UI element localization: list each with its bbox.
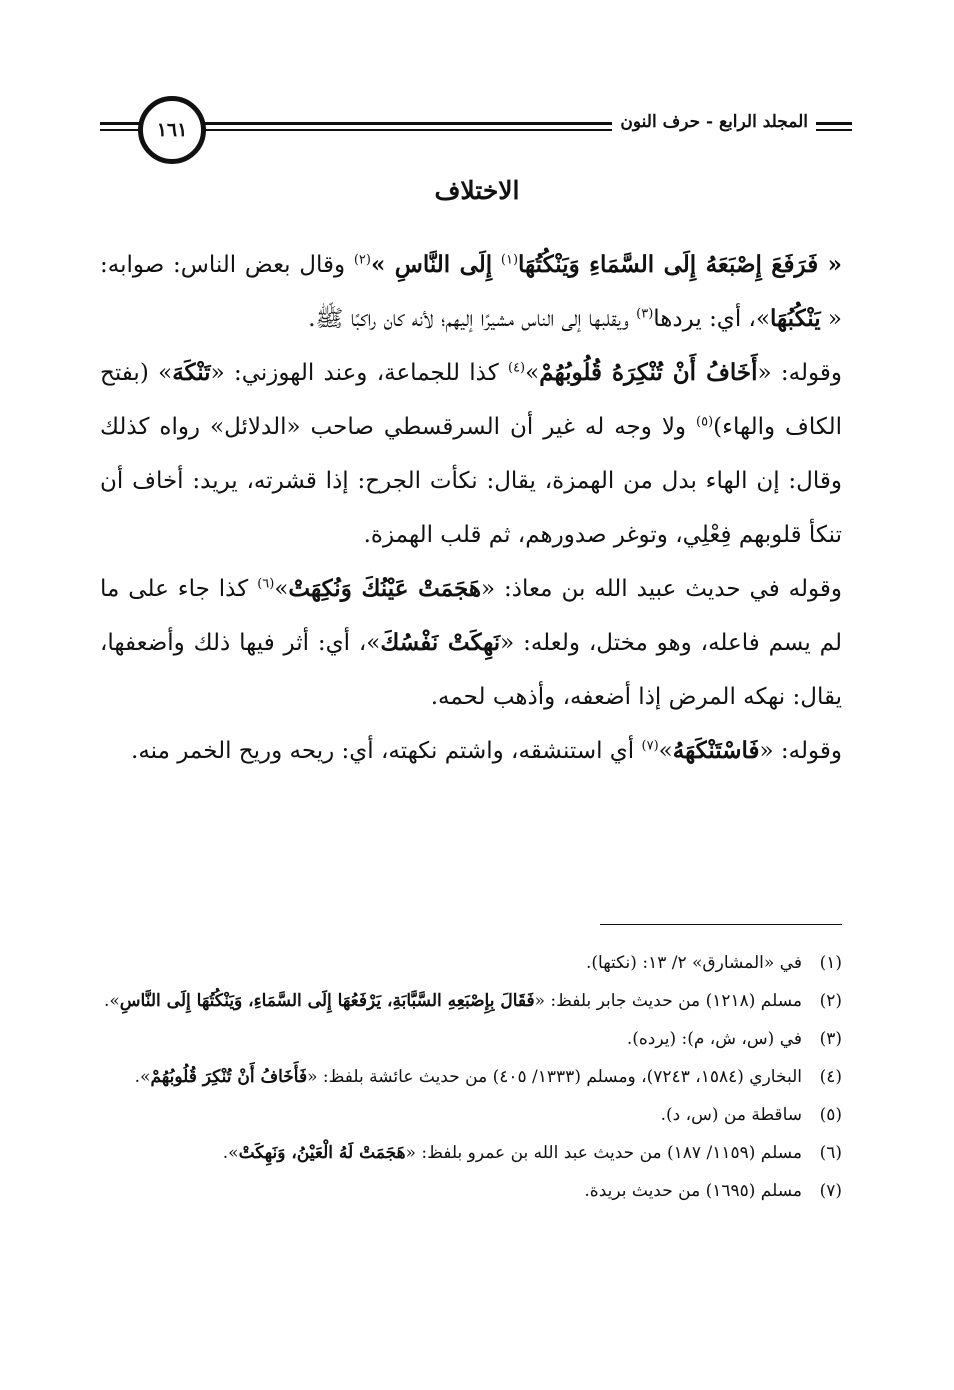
- paragraph-4: [100, 724, 842, 778]
- footnote-text-run: ساقطة من (س، د).: [660, 1105, 802, 1125]
- footnote-5: [100, 1096, 842, 1134]
- text-run: »، أي: يردها: [653, 306, 771, 332]
- footnote-text-run: ».: [103, 991, 120, 1011]
- text-run: »: [658, 738, 673, 764]
- text-run: » (بفتح الكاف والهاء): [100, 360, 842, 440]
- footnote-text-run: ».: [222, 1143, 239, 1163]
- footnote-text-run: البخاري (١٥٨٤، ٧٢٤٣)، ومسلم (١٣٣٣/ ٤٠٥) من حديث عائشة بلفظ: «: [307, 1067, 802, 1087]
- page-header: [100, 96, 852, 160]
- footnote-number: (٣): [819, 1029, 842, 1049]
- text-run: »، أي: أثر فيها ذلك وأضعفها، يقال: نهكه المرض إذا أضعفه، وأذهب لحمه.: [100, 630, 842, 710]
- footnote-quote: فَقَالَ بِإِصْبَعِهِ السَّبَّابَةِ، يَرْفَعُهَا إِلَى السَّمَاءِ، وَيَنْكُتُهَا إِلَى النَّاسِ: [119, 991, 535, 1011]
- entry-title: الاختلاف: [434, 176, 520, 205]
- footnote-6: [100, 1134, 842, 1172]
- footnote-text: [100, 1172, 802, 1210]
- quote: هَجَمَتْ عَيْنُكَ وَنُكِهَتْ: [288, 575, 482, 602]
- quote: نَهِكَتْ نَفْسُكَ: [380, 629, 501, 656]
- footnote-1: [100, 944, 842, 982]
- page-number: ١٦١: [156, 119, 188, 141]
- text-run: »: [274, 576, 289, 602]
- footnote-2: [100, 982, 842, 1020]
- page-number-circle: [138, 96, 206, 164]
- footnote-text-run: في «المشارق» ٢/ ١٣: (نكتها).: [585, 953, 802, 973]
- footnotes: [100, 944, 842, 1210]
- footnote-number: (٥): [819, 1105, 842, 1125]
- quote: يَنْكُبُهَا: [770, 305, 821, 332]
- text-run: ويقلبها إلى الناس مشيرًا إليهم؛ لأنه كان راكبًا ﷺ.: [308, 306, 629, 332]
- text-run: أي استنشقه، واشتم نكهته، أي: ريحه وريح الخمر منه.: [131, 738, 635, 764]
- footnote-number: (٦): [819, 1143, 842, 1163]
- footnote-7: [100, 1172, 842, 1210]
- footnote-number: (٤): [819, 1067, 842, 1087]
- paragraph-2: [100, 346, 842, 562]
- text-run: ولا وجه له غير أن السرقسطي صاحب «الدلائل» رواه كذلك وقال: إن الهاء بدل من الهمزة، يقال: نكأت الجرح: إذا قشرته، يريد: أخاف أن تنكأ قلوبهم فِعْلِي، وتوغر صدورهم، ثم قلب الهمزة.: [100, 414, 842, 548]
- quote: « فَرَفَعَ إِصْبَعَهُ إِلَى السَّمَاءِ وَيَنْكُتُهَا: [518, 251, 842, 278]
- footnote-separator: [600, 924, 842, 925]
- footnote-text-run: ».: [134, 1067, 151, 1087]
- main-text: [100, 238, 842, 778]
- footnote-number: (٧): [819, 1181, 842, 1201]
- text-run: وقوله في حديث عبيد الله بن معاذ: «: [481, 576, 843, 602]
- footnote-ref: (٥): [696, 414, 714, 430]
- text-run: وقال بعض الناس: صوابه: «: [100, 252, 842, 332]
- text-run: »: [525, 360, 540, 386]
- footnote-ref: (١): [500, 252, 519, 268]
- footnote-number: (٢): [819, 991, 842, 1011]
- footnote-ref: (٧): [641, 738, 659, 754]
- footnote-3: [100, 1020, 842, 1058]
- footnote-text: [100, 1058, 802, 1096]
- text-run: وقوله: «: [759, 738, 842, 764]
- footnote-ref: (٤): [507, 360, 526, 376]
- footnote-text: [100, 1134, 802, 1172]
- quote: تَنْكَهَ: [172, 359, 211, 386]
- footnote-ref: (٦): [257, 576, 275, 592]
- footnote-text: [100, 944, 802, 982]
- footnote-ref: (٢): [353, 252, 371, 268]
- paragraph-1: [100, 238, 842, 346]
- quote: إِلَى النَّاسِ »: [370, 251, 493, 278]
- footnote-4: [100, 1058, 842, 1096]
- footnote-text-run: مسلم (١٦٩٥) من حديث بريدة.: [584, 1181, 802, 1201]
- footnote-text-run: في (س، ش، م): (يرده).: [626, 1029, 802, 1049]
- footnote-text: [100, 1096, 802, 1134]
- text-run: كذا جاء على ما لم يسم فاعله، وهو مختل، ولعله: «: [100, 576, 842, 656]
- footnote-ref: (٣): [636, 306, 654, 322]
- quote: فَاسْتَنْكَهَهُ: [672, 737, 760, 764]
- text-run: كذا للجماعة، وعند الهوزني: «: [210, 360, 499, 386]
- footnote-text-run: مسلم (١١٥٩/ ١٨٧) من حديث عبد الله بن عمرو بلفظ: «: [405, 1143, 802, 1163]
- footnote-number: (١): [819, 953, 842, 973]
- footnote-quote: هَجَمَتْ لَهُ الْعَيْنُ، وَنَهِكَتْ: [238, 1143, 406, 1163]
- footnote-quote: فَأَخَافُ أَنْ تُنْكِرَ قُلُوبُهُمْ: [150, 1067, 308, 1087]
- footnote-text: [100, 982, 802, 1020]
- footnote-text-run: مسلم (١٢١٨) من حديث جابر بلفظ: «: [534, 991, 802, 1011]
- running-title: المجلد الرابع - حرف النون: [612, 112, 816, 132]
- paragraph-3: [100, 562, 842, 724]
- footnote-text: [100, 1020, 802, 1058]
- quote: أَخَافُ أَنْ تُنْكِرَهُ قُلُوبُهُمْ: [539, 359, 758, 386]
- text-run: وقوله: «: [757, 360, 842, 386]
